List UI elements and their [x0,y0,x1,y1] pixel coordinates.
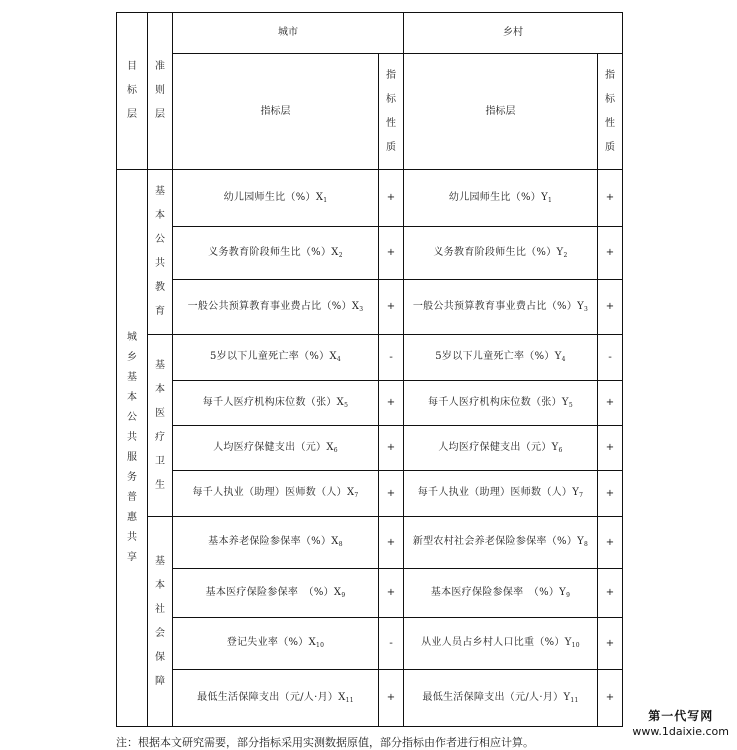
city-indicator: 基本养老保险参保率$(\%)X_8$ [173,517,379,569]
target-cell: 城乡基本公共服务普惠共享 [117,170,148,727]
indicator-table [116,12,623,727]
city-indicator-nature: + [379,471,404,517]
city-indicator: 每千人医疗机构床位数（张）$X_5$ [173,381,379,426]
city-indicator-nature: + [379,426,404,471]
rural-indicator-nature: + [598,618,623,670]
city-indicator-nature: - [379,618,404,670]
rural-indicator-nature: + [598,471,623,517]
table-row [117,170,623,227]
rural-indicator: 最低生活保障支出（元/人·月）$Y_{11}$ [404,670,598,727]
city-indicator-nature: + [379,670,404,727]
city-indicator: 一般公共预算教育事业费占比$(\%)X_3$ [173,280,379,335]
rural-indicator-nature: + [598,280,623,335]
table-row [117,517,623,569]
city-indicator: 基本医疗保险参保率 $(\%)X_9$ [173,569,379,618]
city-indicator-nature: - [379,335,404,381]
rural-indicator: 5岁以下儿童死亡率$(\%)Y_4$ [404,335,598,381]
rural-indicator: 人均医疗保健支出（元）$Y_6$ [404,426,598,471]
header-criterion-layer: 准则层 [148,13,173,170]
city-indicator-nature: + [379,569,404,618]
criterion-cell: 基本医疗卫生 [148,335,173,517]
city-indicator: 人均医疗保健支出（元）$X_6$ [173,426,379,471]
city-indicator: 登记失业率$(\%)X_{10}$ [173,618,379,670]
watermark-name: 第一代写网 [648,709,714,723]
site-watermark [632,709,729,739]
rural-indicator-nature: + [598,426,623,471]
header-rural: 乡村 [404,13,623,54]
city-indicator-nature: + [379,517,404,569]
rural-indicator-nature: + [598,227,623,280]
rural-indicator: 基本医疗保险参保率 $(\%)Y_9$ [404,569,598,618]
table-row [117,227,623,280]
header-city-indicator-nature: 指标性质 [379,54,404,170]
table-row [117,280,623,335]
city-indicator: 幼儿园师生比$(\%)X_1$ [173,170,379,227]
city-indicator: 每千人执业（助理）医师数（人）$X_7$ [173,471,379,517]
header-city: 城市 [173,13,404,54]
rural-indicator: 每千人医疗机构床位数（张）$Y_5$ [404,381,598,426]
rural-indicator-nature: + [598,569,623,618]
table-row [117,471,623,517]
table-row [117,569,623,618]
watermark-url: www.1daixie.com [632,725,729,738]
rural-indicator: 幼儿园师生比$(\%)Y_1$ [404,170,598,227]
rural-indicator: 新型农村社会养老保险参保率$(\%)Y_8$ [404,517,598,569]
table-row [117,335,623,381]
rural-indicator: 义务教育阶段师生比$(\%)Y_2$ [404,227,598,280]
city-indicator-nature: + [379,381,404,426]
header-city-indicator-layer: 指标层 [173,54,379,170]
table-row [117,381,623,426]
rural-indicator-nature: + [598,517,623,569]
rural-indicator-nature: - [598,335,623,381]
header-rural-indicator-nature: 指标性质 [598,54,623,170]
rural-indicator: 每千人执业（助理）医师数（人）$Y_7$ [404,471,598,517]
rural-indicator-nature: + [598,170,623,227]
city-indicator-nature: + [379,227,404,280]
rural-indicator-nature: + [598,381,623,426]
city-indicator-nature: + [379,170,404,227]
criterion-cell: 基本公共教育 [148,170,173,335]
rural-indicator: 从业人员占乡村人口比重$(\%)Y_{10}$ [404,618,598,670]
rural-indicator: 一般公共预算教育事业费占比$(\%)Y_3$ [404,280,598,335]
header-rural-indicator-layer: 指标层 [404,54,598,170]
table-row [117,618,623,670]
table-row [117,426,623,471]
table-footnote: 注：根据本文研究需要，部分指标采用实测数据原值，部分指标由作者进行相应计算。 [116,736,534,749]
rural-indicator-nature: + [598,670,623,727]
city-indicator-nature: + [379,280,404,335]
city-indicator: 最低生活保障支出（元/人·月）$X_{11}$ [173,670,379,727]
criterion-cell: 基本社会保障 [148,517,173,727]
header-target-layer: 目标层 [117,13,148,170]
table-row [117,670,623,727]
city-indicator: 义务教育阶段师生比$(\%)X_2$ [173,227,379,280]
city-indicator: 5岁以下儿童死亡率$(\%)X_4$ [173,335,379,381]
